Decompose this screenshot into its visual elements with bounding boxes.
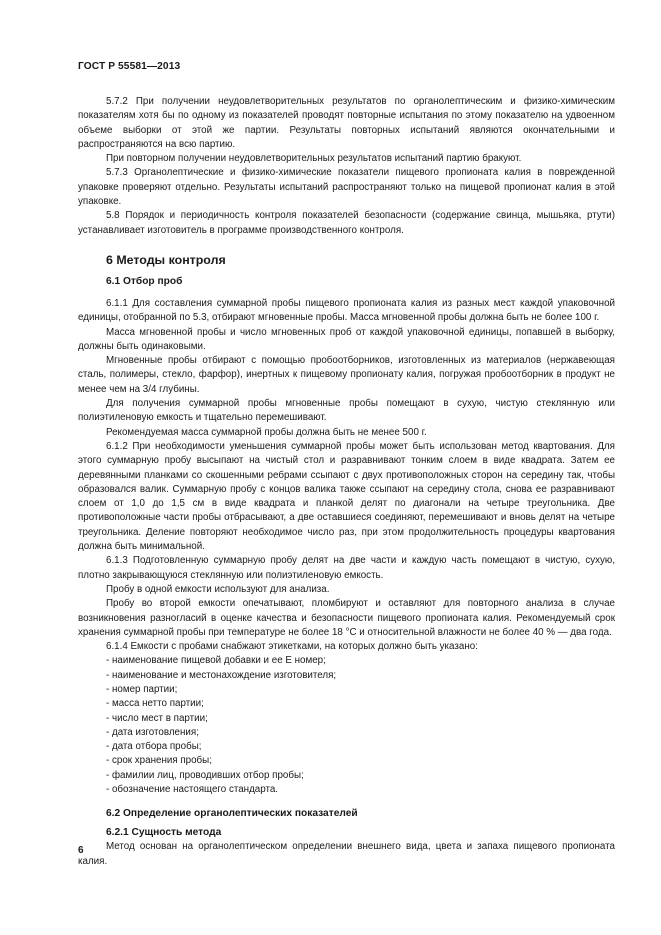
section-6-heading: 6 Методы контроля	[106, 252, 226, 267]
paragraph-5-8: 5.8 Порядок и периодичность контроля показателей безопасности (содержание свинца, мышьяка, ртути) устанавливает изготовитель в программе производственного контроля.	[78, 210, 615, 236]
paragraph-recommended-mass: Рекомендуемая масса суммарной пробы должна быть не менее 500 г.	[106, 426, 427, 438]
document-header: ГОСТ Р 55581—2013	[78, 61, 181, 72]
list-item: - число мест в партии;	[106, 712, 208, 724]
list-item: - дата отбора пробы;	[106, 741, 202, 753]
list-item: - наименование пищевой добавки и ее Е номер;	[106, 655, 326, 667]
paragraph-combined-sample: Для получения суммарной пробы мгновенные пробы помещают в сухую, чистую стеклянную или полиэтиленовую емкость и тщательно перемешивают.	[78, 398, 615, 424]
page-number: 6	[78, 845, 84, 856]
paragraph-first-container: Пробу в одной емкости используют для анализа.	[106, 583, 330, 595]
list-item: - номер партии;	[106, 683, 178, 695]
list-item: - наименование и местонахождение изготовителя;	[106, 669, 337, 681]
paragraph-6-1-4: 6.1.4 Емкости с пробами снабжают этикетками, на которых должно быть указано:	[106, 641, 478, 653]
subsection-6-2-1-heading: 6.2.1 Сущность метода	[106, 827, 222, 839]
paragraph-6-1-1: 6.1.1 Для составления суммарной пробы пищевого пропионата калия из разных мест каждой упаковочной единицы, отобранной по 5.3, отбирают мгновенные пробы. Масса мгновенной пробы должна быть не более 100 г.	[78, 297, 615, 324]
document-body	[78, 95, 615, 869]
list-item: - обозначение настоящего стандарта.	[106, 784, 279, 796]
list-item: - фамилии лиц, проводивших отбор пробы;	[106, 769, 304, 781]
paragraph-6-2-1: Метод основан на органолептическом определении внешнего вида, цвета и запаха пищевого пропионата калия.	[78, 841, 615, 867]
paragraph-second-container: Пробу во второй емкости опечатывают, пломбируют и оставляют для повторного анализа в случае возникновения разногласий в оценке качества и безопасности пищевого пропионата калия. Рекомендуемый срок хранения суммарной пробы при температуре не более 18 °С и относительной влажности не более 40 % — два года.	[78, 598, 615, 638]
paragraph-repeat-failure: При повторном получении неудовлетворительных результатов испытаний партию бракуют.	[106, 153, 522, 165]
paragraph-6-1-3: 6.1.3 Подготовленную суммарную пробу делят на две части и каждую часть помещают в чистую, сухую, плотно закрывающуюся стеклянную или полиэтиленовую емкость.	[78, 555, 615, 581]
list-item: - срок хранения пробы;	[106, 755, 212, 767]
subsection-6-1-heading: 6.1 Отбор проб	[106, 275, 183, 287]
paragraph-5-7-3: 5.7.3 Органолептические и физико-химические показатели пищевого пропионата калия в поврежденной упаковке проверяют отдельно. Результаты испытаний распространяют только на пищевой пропионат калия в этой упаковке.	[78, 167, 615, 208]
paragraph-6-1-2: 6.1.2 При необходимости уменьшения суммарной пробы может быть использован метод квартования. Для этого суммарную пробу высыпают на чистый стол и разравнивают тонким слоем в виде квадрата. Затем ее деревянными планками со скошенными ребрами ссыпают с двух противоположных сторон на середину так, чтобы образовался валик. Суммарную пробу с концов валика также ссыпают на середину стола, снова ее разравнивают слоем от 1,0 до 1,5 см в виде квадрата и планкой делят по диагонали на четыре треугольника. Две противоположные части пробы отбрасывают, а две оставшиеся соединяют, перемешивают и вновь делят на четыре треугольника. Деление повторяют необходимое число раз, при этом продолжительность процедуры квартования должна быть минимальной.	[78, 440, 615, 553]
list-item: - дата изготовления;	[106, 726, 199, 738]
subsection-6-2-heading: 6.2 Определение органолептических показателей	[106, 808, 358, 820]
paragraph-sample-mass: Масса мгновенной пробы и число мгновенных проб от каждой упаковочной единицы, попавшей в выборку, должны быть одинаковыми.	[78, 326, 615, 352]
paragraph-samplers: Мгновенные пробы отбирают с помощью пробоотборников, изготовленных из материалов (нержавеющая сталь, полимеры, стекло, фарфор), инертных к пищевому пропионату калия, погружая пробоотборник в продукт не менее чем на 3/4 глубины.	[78, 355, 615, 395]
paragraph-5-7-2: 5.7.2 При получении неудовлетворительных результатов по органолептическим и физико-химическим показателям хотя бы по одному из показателей проводят повторные испытания по этому показателю на удвоенном объеме выборки от этой же партии. Результаты повторных испытаний являются окончательными и распространяются на всю партию.	[78, 96, 615, 150]
list-item: - масса нетто партии;	[106, 698, 204, 710]
